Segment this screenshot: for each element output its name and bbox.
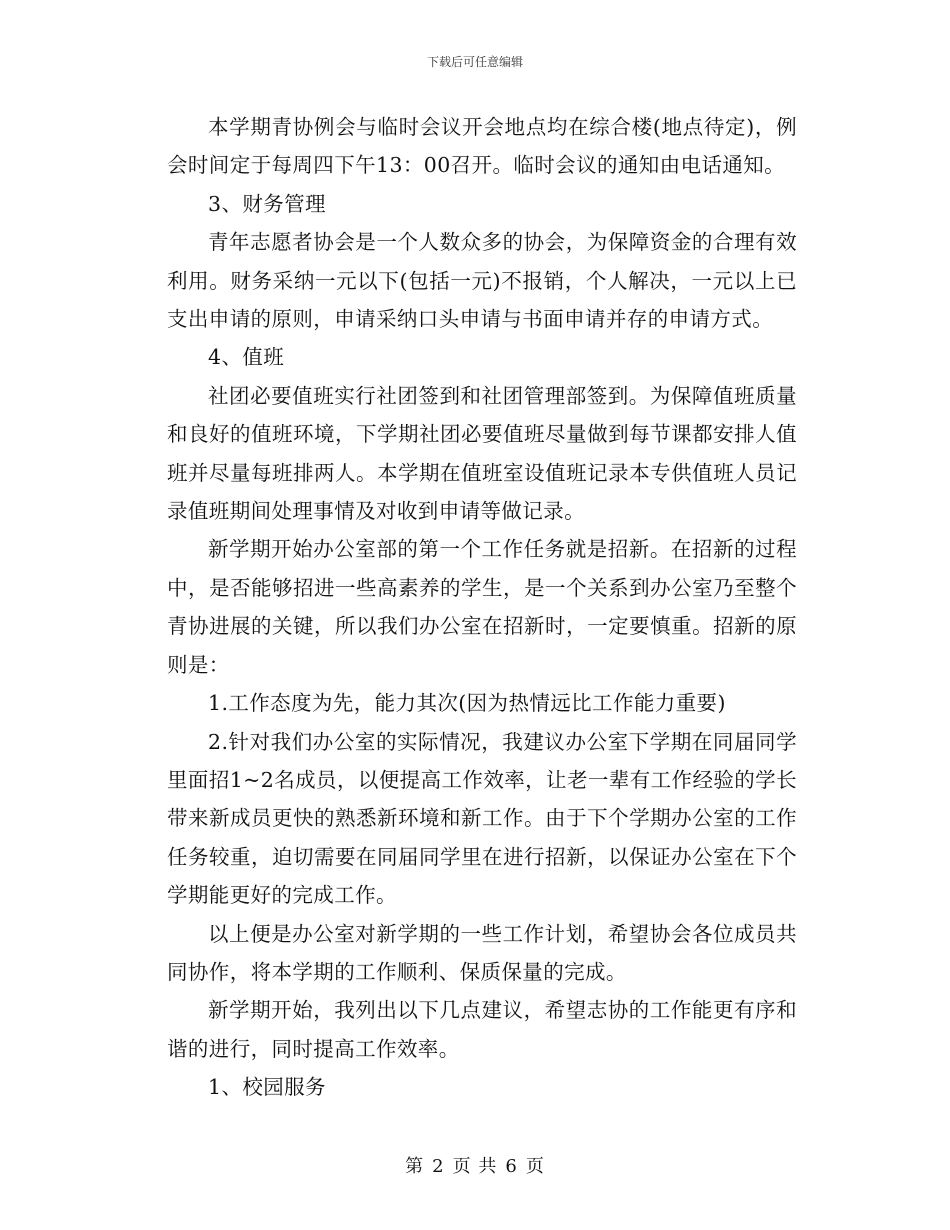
footer-total-pages: 6 [505,1156,518,1177]
section-heading-campus-service: 1、校园服务 [208,1075,326,1100]
section-heading-duty: 4、值班 [208,345,285,370]
list-item-principle-2: 2.针对我们办公室的实际情况，我建议办公室下学期在同届同学里面招1~2名成员，以便提高工作效率，让老一辈有工作经验的学长带来新成员更快的熟悉新环境和新工作。由于下个学期办公室的工作任务较重，迫切需要在同届同学里在进行招新，以保证办公室在下个学期能更好的完成工作。 [167,729,797,908]
paragraph-duty: 社团必要值班实行社团签到和社团管理部签到。为保障值班质量和良好的值班环境，下学期社团必要值班尽量做到每节课都安排人值班并尽量每班排两人。本学期在值班室设值班记录本专供值班人员记录值班期间处理事情及对收到申请等做记录。 [167,383,797,524]
footer-current-page: 2 [432,1156,445,1177]
document-body [167,108,797,1107]
page-footer [0,1152,950,1178]
paragraph-finance: 青年志愿者协会是一个人数众多的协会，为保障资金的合理有效利用。财务采纳一元以下(包括一元)不报销，个人解决，一元以上已支出申请的原则，申请采纳口头申请与书面申请并存的申请方式。 [167,230,797,332]
paragraph-meeting: 本学期青协例会与临时会议开会地点均在综合楼(地点待定)，例会时间定于每周四下午13：00召开。临时会议的通知由电话通知。 [167,115,797,178]
paragraph-summary: 以上便是办公室对新学期的一些工作计划，希望协会各位成员共同协作，将本学期的工作顺利、保质保量的完成。 [167,921,797,984]
footer-label-of: 页 共 [452,1156,498,1177]
page-header: 下载后可任意编辑 [426,55,523,69]
footer-label-page: 第 [405,1156,425,1177]
section-heading-finance: 3、财务管理 [208,191,326,216]
list-item-principle-1: 1.工作态度为先，能力其次(因为热情远比工作能力重要) [208,691,726,716]
paragraph-suggestions: 新学期开始，我列出以下几点建议，希望志协的工作能更有序和谐的进行，同时提高工作效率。 [167,998,797,1061]
footer-label-end: 页 [525,1156,545,1177]
paragraph-recruitment: 新学期开始办公室部的第一个工作任务就是招新。在招新的过程中，是否能够招进一些高素养的学生，是一个关系到办公室乃至整个青协进展的关键，所以我们办公室在招新时，一定要慎重。招新的原则是： [167,537,797,677]
